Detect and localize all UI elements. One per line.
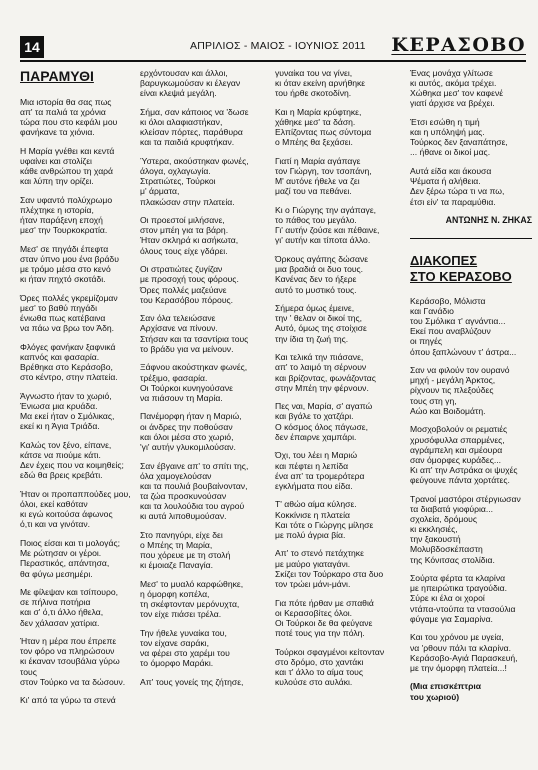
poem-column-1	[20, 68, 132, 714]
stanza: Οι στρατιώτες ζυγίζαν με προσοχή τους φόρους. Όρες πολλές μαζεύανε του Κερασόβου πόρους.	[140, 264, 239, 305]
stanza: Κι' από τα γύρω τα στενά	[20, 695, 116, 706]
stanza: Και η Μαρία κρύφτηκε, χάθηκε μεσ' τα δάση. Ελπίζοντας πως σύντομα ο Μπέης θα ξεχάσει.	[275, 106, 372, 148]
stanza: Κι ο Γιώργης την αγάπαγε, το πάθος του μεγάλο. Γι' αυτήν ζούσε και πέθαινε, γι' αυτήν και τίποτα άλλο.	[275, 205, 380, 246]
poem-column-2	[140, 68, 252, 696]
masthead: ΚΕΡΑΣΟΒΟ	[391, 34, 526, 56]
stanza: Μεσ' σε πηγάδι έπεφτα σταν ύπνο μου ένα βράδυ με τρόμο μέσα στο κενό κι ήταν πηχτό σκοτάδι.	[20, 243, 119, 285]
issue-date: ΑΠΡΙΛΙΟΣ - ΜΑΙΟΣ - ΙΟΥΝΙΟΣ 2011	[190, 40, 366, 52]
stanza: Ήταν η μέρα που έπρεπε τον φόρο να πληρώσουν κι έκαναν τσουβάλια γύρω τους στον Τούρκο να τα δώσουν.	[20, 636, 126, 687]
stanza: Αυτά είδα και άκουσα Ψέματα ή αλήθεια. Δεν ξέρω τώρα τι να πω, έτσι είν' τα παραμύθια.	[410, 166, 505, 207]
stanza: Την ήθελε γυναίκα του, τον είχανε σαράκι, να φέρει στο χαρέμι του το όμορφο Μαράκι.	[140, 627, 230, 669]
poem-title: ΠΑΡΑΜΥΘΙ	[20, 68, 94, 84]
stanza: Όρες πολλές γκρεμίζομαν μεσ' το βαθύ πηγάδι ένιωθα πως κατέβαινα να πάω να βρω τον Άδη.	[20, 292, 118, 334]
stanza: Οι προεστοί μιλήσανε, στον μπέη για τα βάρη. Ήταν σκληρά κι ασήκωτα, όλους τους είχε γδάρει.	[140, 215, 239, 256]
stanza: Ήταν οι προπαππούδες μου, όλοι, εκεί καθόταν κι εγώ κοιτούσα άφωνος ό,τι και να γινόταν.	[20, 489, 131, 530]
stanza: Σαν να φιλούν τον ουρανό μηχή - μεγάλη Άρκτος, ρίχνουν τις πλεξούδες τους στη γη, Αώο και Βοιδομάτη.	[410, 365, 510, 416]
stanza: Απ' το στενό πετάχτηκε με μαύρο γιαταγάνι. Σκίζει τον Τούρκαρο στα δυο τον τρώει μάνι-μάνι.	[275, 548, 384, 589]
author-signature: ΑΝΤΩΝΗΣ Ν. ΖΗΚΑΣ	[445, 215, 532, 226]
stanza: Για πότε ήρθαν με σπαθιά οι Κερασοβίτες όλοι. Οι Τούρκοι δε θα φεύγανε ποτέ τους για την πόλη.	[275, 597, 374, 638]
header-rule	[20, 60, 526, 62]
stanza: Σήμα, σαν κάποιος να 'δωσε κι όλοι αλαφιαστήκαν, κλείσαν πόρτες, παράθυρα και τα παιδιά κρυφτήκαν.	[140, 106, 249, 148]
stanza: Τούρκοι σφαγμένοι κείτονταν στο δρόμο, στο χαντάκι και τ' άλλο το αίμα τους κυλούσε στο αυλάκι.	[275, 646, 385, 688]
stanza: γυναίκα του να γίνει, κι όταν εκείνη αρνήθηκε του ήρθε σκοτοδίνη.	[275, 68, 366, 99]
stanza: Ποιος είσαι και τι μολογάς; Με ρώτησαν οι γέροι. Περαστικός, απάντησα, θα φύγω μεσημέρι.	[20, 538, 120, 579]
stanza: Σαν έβγαινε απ' το σπίτι της, όλα χαμογελούσαν και τα πουλιά βουβαίνονταν, τα ζώα προσκυνούσαν και τα λουλούδια του αγρού κι αυτά λιποθυμούσαν.	[140, 460, 249, 522]
stanza: Ξάφνου ακούστηκαν φωνές, τρέξιμο, φασαρία. Οι Τούρκοι κυνηγούσανε να πιάσουν τη Μαρία.	[140, 362, 248, 403]
stanza: Τ' αθώο αίμα κύλησε. Κοκκίνισε η πλατεία Και τότε ο Γιώργης μίλησε με πολύ άγρια βία.	[275, 499, 374, 540]
page-header	[20, 36, 526, 58]
stanza: Και του χρόνου με υγεία, να 'ρθουν πάλι τα κλαρίνα. Κεράσοβο-Αγιά Παρασκευή, με την όμορφη πλατεία...!	[410, 632, 518, 673]
visitor-signature: (Μια επισκέπτρια του χωριού)	[410, 681, 482, 702]
stanza: Πανέμορφη ήταν η Μαριώ, οι άνδρες την ποθούσαν και όλοι μέσα στο χωριό, 'γι' αυτήν γλυκομιλούσαν.	[140, 411, 242, 452]
stanza: Καλώς τον ξένο, είπανε, κάτσε να πιούμε κάτι. Δεν έχεις που να κοιμηθείς; εδώ θα βρεις κρεβάτι.	[20, 439, 124, 481]
poem-column-3	[275, 68, 395, 696]
stanza: Σαν υφαντό πολύχρωμο πλέχτηκε η ιστορία, ήταν παράξενη εποχή μεσ' την Τουρκοκρατία.	[20, 194, 113, 236]
stanza: Σαν όλα τελειώσανε Αρχίσανε να πίνουν. Στήσαν και τα τσαντίρια τους το βράδυ για να μείνουν.	[140, 313, 249, 354]
stanza: Γιατί η Μαρία αγάπαγε τον Γιώργη, τον τσοπάνη, Μ' αυτόνε ήθελε να ζει μαζί του να πεθάνει.	[275, 155, 372, 197]
stanza: Μια ιστορία θα σας πως απ' τα παλιά τα χρόνια τώρα που στο κεφάλι μου φανήκανε τα χιόνια.	[20, 96, 118, 137]
stanza: Μεσ' το μυαλό καρφώθηκε, η όμορφη κοπέλα, τη σκέφτονταν μερόνυχτα, τον είχε πιάσει τρέλα.	[140, 578, 244, 620]
stanza: Ένας μονάχα γλίτωσε κι αυτός, ακόμα τρέχει. Χώθηκα μεσ' τον καφενέ γιατί άρχισε να βρέχει.	[410, 68, 504, 109]
stanza: Με φίλεψαν και τσίπουρο, σε πήλινα ποτήρια και σ' ό,τι άλλο ήθελα, δεν χάλασαν χατίρια.	[20, 587, 119, 628]
section-divider	[410, 238, 532, 239]
stanza: Όρκους αγάπης δώσανε μια βραδιά οι δυο τους. Κανένας δεν το ήξερε αυτό το μυστικό τους.	[275, 254, 369, 295]
stanza: Και τελικά την πιάσανε, απ' το λαιμό τη σέρνουν και βρίζοντας, φωνάζοντας στην Μπέη την φέρνουν.	[275, 352, 376, 393]
stanza: Στο πανηγύρι, είχε δει ο Μπέης τη Μαρία, που χόρευε με τη στολή κι έμοιαζε Παναγία.	[140, 529, 231, 571]
stanza: Η Μαρία γνέθει και κεντά υφαίνει και στολίζει κάθε ανθρώπου τη χαρά και λύπη την ορίζει.	[20, 145, 115, 186]
stanza: Τρανοί μαστόροι στέργιωσαν τα διαβατά γιοφύρια... σχολεία, δρόμους κι εκκλησιές, την ξακουστή Μολυβδοσκέπαστη της Κόνιτσας στολίδια.	[410, 493, 521, 565]
stanza: Σήμερα όμως έμεινε, την ' θελαν οι δικοί της, Αυτό, όμως της στοίχισε την ίδια τη ζωή της.	[275, 303, 367, 344]
stanza: Κεράσοβο, Μόλιστα και Γανάδιο του Σμόλικα τ' αγνάντια... Εκεί που αναβλύζουν οι πηγές όπου ξαπλώνουν τ' άστρα...	[410, 295, 517, 357]
stanza: ερχόντουσαν και άλλοι, βαρυγκωμούσαν κι έλεγαν είναι κλεψιά μεγάλη.	[140, 68, 241, 99]
page-number: 14	[20, 36, 44, 58]
stanza: Φλόγες φανήκαν ξαφνικά καπνός και φασαρία. Βρέθηκα στο Κεράσοβο, στο κέντρο, στην πλατεία.	[20, 341, 118, 383]
stanza: Άγνωστο ήταν το χωριό, Ένιωσα μια κρυάδα. Μα εκεί ήταν ο Σμόλικας, εκεί κι η Άγια Τριάδα.	[20, 390, 115, 432]
stanza: Έτσι εσώθη η τιμή και η υπόληψή μας. Τούρκος δεν ξαναπάτησε, ... ήθανε οι δικοί μας.	[410, 117, 508, 158]
stanza: Ύστερα, ακούστηκαν φωνές, άλογα, οχλαγωγία. Στρατιώτες, Τούρκοι μ' άρματα, πλακώσαν στην πλατεία.	[140, 155, 249, 207]
poem-column-4	[410, 68, 532, 710]
stanza: Μοσχοβολούν οι ρεματιές χρυσόφυλλα σπαρμένες, αγράμπελη και σμέουρα σαν όμορφες κυράδες... Κι απ' την Αστράκα οι ψυχές φεύγουνε πάντα χορτάτες.	[410, 424, 518, 486]
stanza: Πες ναι, Μαρία, σ' αγαπώ και βγάλε το χατζάρι. Ο κόσμος όλος πάγωσε, δεν έπαιρνε χαμπάρι.	[275, 401, 373, 442]
second-poem-title: ΔΙΑΚΟΠΕΣ ΣΤΟ ΚΕΡΑΣΟΒΟ	[410, 252, 512, 285]
stanza: Απ' τους γονείς της ζήτησε,	[140, 677, 244, 688]
stanza: Όχι, του λέει η Μαριώ και πέφτει η λεπίδα ένα απ' τα τρομερότερα εγκλήματα που είδα.	[275, 450, 365, 491]
stanza: Σούρτα φέρτα τα κλαρίνα με ηπειρώτικα τραγούδια. Σύρε κι έλα οι χοροί ντάπα-ντούπα τα ντασούλια φύγαμε για Σαμαρίνα.	[410, 573, 516, 624]
